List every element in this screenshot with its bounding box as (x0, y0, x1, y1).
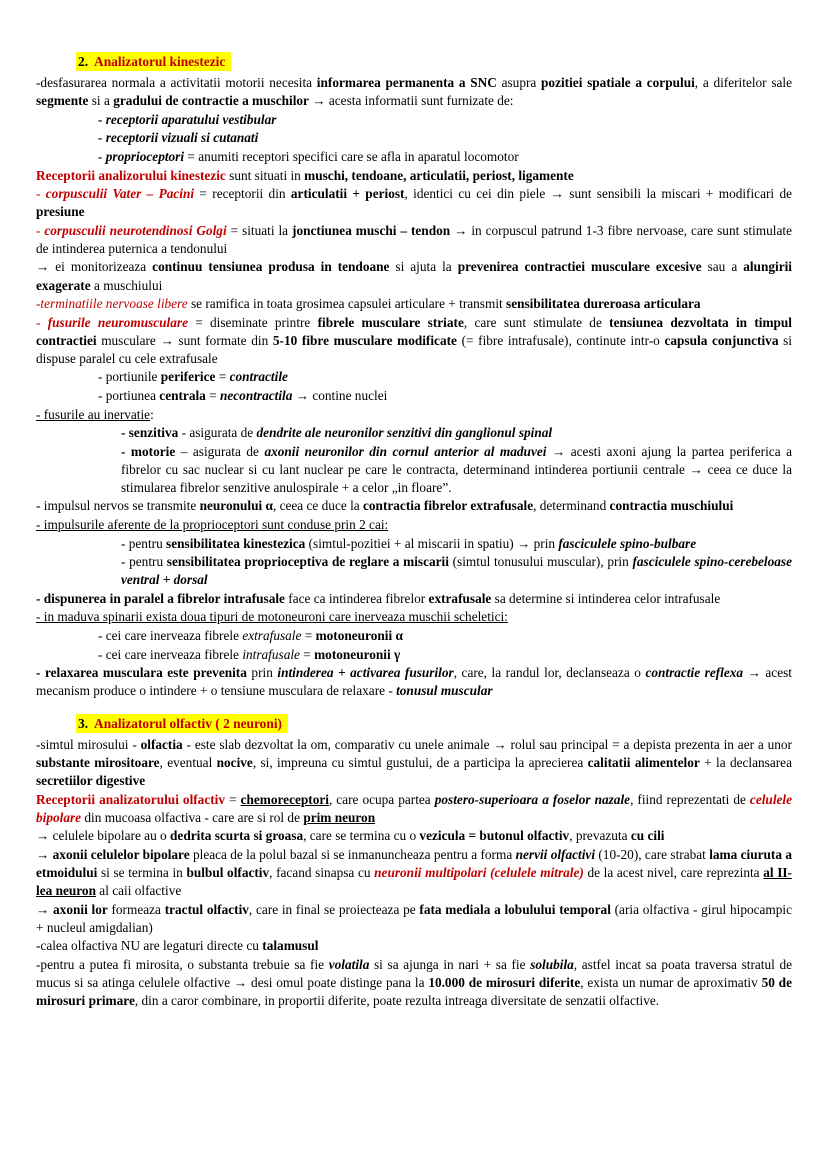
section-number: 3. (78, 715, 89, 731)
text-run: - impulsul nervos se transmite (36, 498, 200, 514)
text-run: necontractila (219, 387, 293, 403)
text-run: - receptorii aparatului vestibular (98, 111, 277, 127)
text-run: segmente (36, 93, 89, 109)
text-run: - cei care inerveaza fibrele (98, 646, 243, 662)
text-run: = diseminate printre (187, 314, 318, 330)
text-run: se ramifica in toata grosimea capsulei articulare + transmit (187, 296, 507, 312)
text-run: gradului de contractie a muschilor (113, 93, 309, 109)
text-run: neuronii multipolari (celulele mitrale) (374, 865, 584, 881)
text-run: contractile (229, 369, 288, 385)
text-run: sau a (701, 259, 744, 275)
text-run: (simtul-pozitiei + al miscarii in spatiu) → prin (305, 535, 559, 551)
text-run: axonii celulelor bipolare (52, 846, 190, 862)
text-run: - pentru (121, 535, 167, 551)
text-run: al caii olfactive (95, 883, 182, 899)
text-run: , care se termina cu o (303, 828, 420, 844)
text-run: - senzitiva (121, 425, 179, 441)
text-run: centrala (159, 387, 206, 403)
text-run: , fiind reprezentati de (630, 791, 750, 807)
text-run: contractia muschiului (609, 498, 734, 514)
text-run: corpusculii neurotendinosi Golgi (44, 222, 227, 238)
text-run: - portiunile (98, 369, 161, 385)
text-run: fusurile neuromusculare (47, 314, 188, 330)
bullet-item (121, 424, 792, 442)
text-run: continuu tensiunea produsa in tendoane (152, 259, 390, 275)
paragraph (36, 167, 792, 185)
text-run: olfactia (140, 736, 183, 752)
bullet-item (121, 443, 792, 497)
paragraph (36, 608, 792, 626)
text-run: , determinand (533, 498, 610, 514)
text-run: -terminatiile nervoase libere (36, 296, 188, 312)
text-run: -simtul mirosului - (36, 736, 141, 752)
text-run: , facand sinapsa cu (269, 865, 375, 881)
text-run: intinderea + activarea fusurilor (277, 665, 454, 681)
text-run: fibrele musculare striate (317, 314, 464, 330)
text-run: lama ciuruta a etmoidului (36, 846, 792, 881)
text-run: , astfel incat sa poata traversa stratul de mucus si sa atinga celulele olfactive → desi omul poate distinge pana la (36, 956, 793, 990)
text-run: - motorie (121, 443, 176, 459)
text-run: dedrita scurta si groasa (170, 828, 304, 844)
text-run: vezicula = butonul olfactiv (419, 828, 570, 844)
text-run: = anumiti receptori specifici care se afla in aparatul locomotor (184, 148, 519, 164)
text-run: - fusurile au inervatie (36, 406, 151, 422)
text-run: si a (88, 93, 114, 109)
text-run: nervii olfactivi (515, 846, 596, 862)
text-run: + la declansarea (699, 755, 792, 771)
text-run: 5-10 fibre musculare modificate (272, 332, 457, 348)
text-run: cu cili (630, 828, 665, 844)
text-run: -calea olfactiva NU are legaturi directe cu (36, 938, 263, 954)
text-run: Receptorii analizatorului olfactiv (36, 791, 226, 807)
text-run: prim neuron (303, 809, 376, 825)
text-run: celulele bipolare (36, 791, 793, 825)
text-run: secretiilor digestive (36, 773, 146, 789)
text-run: , care sunt stimulate de (463, 314, 610, 330)
text-run: , care, la randul lor, declanseaza o (453, 665, 646, 681)
text-run: a muschiului (90, 277, 163, 293)
bullet-item (98, 387, 792, 405)
text-run: periferice (160, 369, 216, 385)
text-run: informarea permanenta a SNC (316, 75, 497, 91)
text-run: , exista un numar de aproximativ (580, 974, 762, 990)
text-run: pozitiei spatiale a corpului (541, 75, 695, 91)
text-run: , a diferitelor sale (694, 75, 792, 91)
paragraph (36, 846, 792, 900)
paragraph (36, 664, 792, 700)
text-run: capsula conjunctiva (664, 332, 779, 348)
text-run: bulbul olfactiv (186, 865, 270, 881)
text-run: → celulele bipolare au o (36, 828, 171, 844)
text-run: axonii neuronilor din cornul anterior al maduvei (264, 443, 547, 459)
text-run: → (36, 846, 53, 862)
text-run: extrafusale (242, 628, 302, 643)
text-run: formeaza (107, 901, 165, 917)
section-heading-3 (76, 714, 288, 733)
text-run: corpusculii Vater – Pacini (45, 186, 195, 202)
bullet-item (98, 148, 792, 166)
text-run: sensibilitatea kinestezica (166, 535, 306, 551)
text-run: motoneuronii γ (314, 646, 401, 662)
text-run: musculare → sunt formate din (96, 332, 273, 348)
text-run: alungirii exagerate (36, 259, 792, 293)
text-run: , prevazuta (569, 828, 631, 844)
text-run: = situati la (226, 222, 293, 238)
text-run: -pentru a putea fi mirosita, o substanta trebuie sa fie (36, 956, 329, 972)
text-run: → (36, 901, 54, 917)
text-run: si dispuse paralel cu cele extrafusale (36, 332, 793, 366)
bullet-item (98, 368, 792, 386)
text-run: sensibilitatea dureroasa articulara (506, 296, 701, 312)
text-run: - relaxarea musculara este prevenita (36, 665, 247, 681)
section-title: Analizatorul kinestezic (94, 54, 226, 69)
text-run: , identici cu cei din piele → sunt sensibili la miscari + modificari de (404, 186, 793, 202)
text-run: talamusul (262, 938, 319, 954)
paragraph (36, 74, 792, 110)
text-run: = (215, 369, 230, 385)
text-run: prevenirea contractiei musculare excesive (457, 259, 702, 275)
text-run: tensiunea dezvoltata in timpul contractiei (36, 314, 792, 348)
text-run: din mucoasa olfactiva - care are si rol de (81, 809, 304, 825)
text-run: postero-superioara a foselor nazale (434, 791, 631, 807)
text-run: → acest mecanism produce o intindere + o tensiune musculara de relaxare - (36, 665, 792, 699)
bullet-item (98, 627, 792, 645)
paragraph (36, 222, 792, 258)
text-run: de la acest nivel, care reprezinta (583, 865, 764, 881)
text-run: asupra (496, 75, 542, 91)
text-run: dendrite ale neuronilor senzitivi din ganglionul spinal (256, 425, 553, 441)
paragraph (36, 406, 792, 424)
text-run: - (36, 222, 45, 238)
section-heading-2 (76, 52, 231, 71)
text-run: - proprioceptori (98, 148, 185, 164)
text-run: tractul olfactiv (164, 901, 249, 917)
text-run: , eventual (159, 755, 217, 771)
text-run: - (36, 314, 48, 330)
text-run: contractia fibrelor extrafusale (363, 498, 534, 514)
paragraph (36, 590, 792, 608)
text-run: 10.000 de mirosuri diferite (428, 974, 581, 990)
text-run: , care ocupa partea (328, 791, 435, 807)
text-run: sunt situati in (225, 167, 305, 183)
bullet-item (121, 553, 792, 589)
text-run: : (150, 406, 154, 422)
text-run: , din a caror combinare, in proportii diferite, poate rezulta intreaga diversitate de senzatii olfactive. (134, 993, 660, 1009)
text-run: axonii lor (53, 901, 108, 917)
text-run: sensibilitatea proprioceptiva de reglare a miscarii (166, 554, 449, 570)
text-run: → acesti axoni ajung la partea periferica a fibrelor cu sac nuclear si cu lant nuclear pe care le contracta, determinand intinderea portiunii centrale → ceea ce duce la stimularea fibrelor senzitive anulospirale + a celor „in floare”. (121, 443, 792, 495)
text-run: - in maduva spinarii exista doua tipuri de motoneuroni care inerveaza muschii scheletici: (36, 609, 508, 625)
paragraph (36, 258, 792, 294)
paragraph (36, 827, 792, 845)
paragraph (36, 791, 792, 827)
text-run: articulatii + periost (290, 186, 405, 202)
text-run: substante mirositoare (36, 755, 160, 771)
text-run: - cei care inerveaza fibrele (98, 628, 243, 643)
text-run: pleaca de la polul bazal si se inmanuncheaza pentru a forma (189, 846, 516, 862)
bullet-item (98, 111, 792, 129)
section-number: 2. (78, 54, 89, 69)
text-run: - asigurata de (178, 425, 257, 441)
text-run: = (225, 791, 241, 807)
text-run: Receptorii analizorului kinestezic (36, 167, 226, 183)
text-run: - dispunerea in paralel a fibrelor intrafusale (36, 590, 285, 606)
paragraph (36, 497, 792, 515)
text-run: – asigurata de (175, 443, 265, 459)
paragraph (36, 937, 792, 955)
paragraph (36, 295, 792, 313)
section-title: Analizatorul olfactiv ( 2 neuroni) (94, 715, 282, 731)
text-run: al II-lea neuron (36, 865, 792, 899)
text-run: si sa ajunga in nari + sa fie (369, 956, 531, 972)
paragraph (36, 516, 792, 534)
text-run: fasciculele spino-cerebeloase ventral + dorsal (121, 554, 792, 588)
text-run: jonctiunea muschi – tendon (292, 222, 451, 238)
text-run: sa determine si intinderea celor intrafusale (491, 590, 721, 606)
section-spacer (36, 701, 792, 714)
paragraph (36, 185, 792, 221)
paragraph (36, 736, 792, 790)
text-run: , ceea ce duce la (272, 498, 363, 514)
text-run: neuronului α (199, 498, 273, 514)
paragraph (36, 956, 792, 1010)
text-run: - pentru (121, 554, 167, 570)
text-run: = (205, 387, 220, 403)
text-run: (= fibre intrafusale), continute intr-o (456, 332, 665, 348)
text-run: = receptorii din (194, 186, 291, 202)
text-run: -desfasurarea normala a activitatii motorii necesita (36, 75, 317, 91)
text-run: presiune (36, 204, 85, 220)
text-run: face ca intinderea fibrelor (284, 590, 429, 606)
text-run: prin (246, 665, 278, 681)
text-run: fata mediala a lobulului temporal (419, 901, 611, 917)
text-run: , care in final se proiecteaza pe (248, 901, 420, 917)
text-run: (simtul tonusului muscular), prin (448, 554, 633, 570)
paragraph (36, 901, 792, 937)
text-run: fasciculele spino-bulbare (558, 535, 697, 551)
text-run: chemoreceptori (240, 791, 329, 807)
text-run: 50 de mirosuri primare (36, 974, 792, 1009)
text-run: motoneuronii α (315, 628, 403, 643)
text-run: → in corpuscul patrund 1-3 fibre nervoase, care sunt stimulate de intinderea puternica a tendonului (36, 222, 792, 256)
text-run: intrafusale (242, 646, 300, 662)
text-run: , si, impreuna cu simtul gustului, de a participa la aprecierea (252, 755, 588, 771)
text-run: muschi, tendoane, articulatii, periost, ligamente (304, 167, 574, 183)
text-run: - (36, 186, 46, 202)
bullet-item (121, 535, 792, 553)
text-run: = (301, 628, 316, 643)
bullet-item (98, 129, 792, 147)
text-run: - receptorii vizuali si cutanati (98, 130, 259, 146)
bullet-item (98, 646, 792, 664)
text-run: - este slab dezvoltat la om, comparativ cu unele animale → rolul sau principal = a depista prezenta in aer a unor (182, 736, 792, 752)
text-run: contractie reflexa (645, 665, 744, 681)
text-run: = (299, 646, 315, 662)
text-run: si ajuta la (389, 259, 458, 275)
text-run: si se termina in (97, 865, 187, 881)
text-run: tonusul muscular (396, 683, 493, 699)
text-run: extrafusale (428, 590, 492, 606)
text-run: → contine nuclei (292, 387, 388, 403)
text-run: → acesta informatii sunt furnizate de: (308, 93, 514, 109)
text-run: - impulsurile aferente de la proprioceptori sunt conduse prin 2 cai: (36, 517, 389, 533)
text-run: volatila (328, 956, 370, 972)
text-run: calitatii alimentelor (587, 755, 700, 771)
text-run: → ei monitorizeaza (36, 259, 153, 275)
text-run: - portiunea (98, 387, 160, 403)
text-run: solubila (530, 956, 574, 972)
text-run: (10-20), care strabat (595, 846, 710, 862)
text-run: (aria olfactiva - girul hipocampic + nucleul amigdalian) (36, 901, 793, 935)
paragraph (36, 314, 792, 368)
text-run: nocive (216, 755, 253, 771)
